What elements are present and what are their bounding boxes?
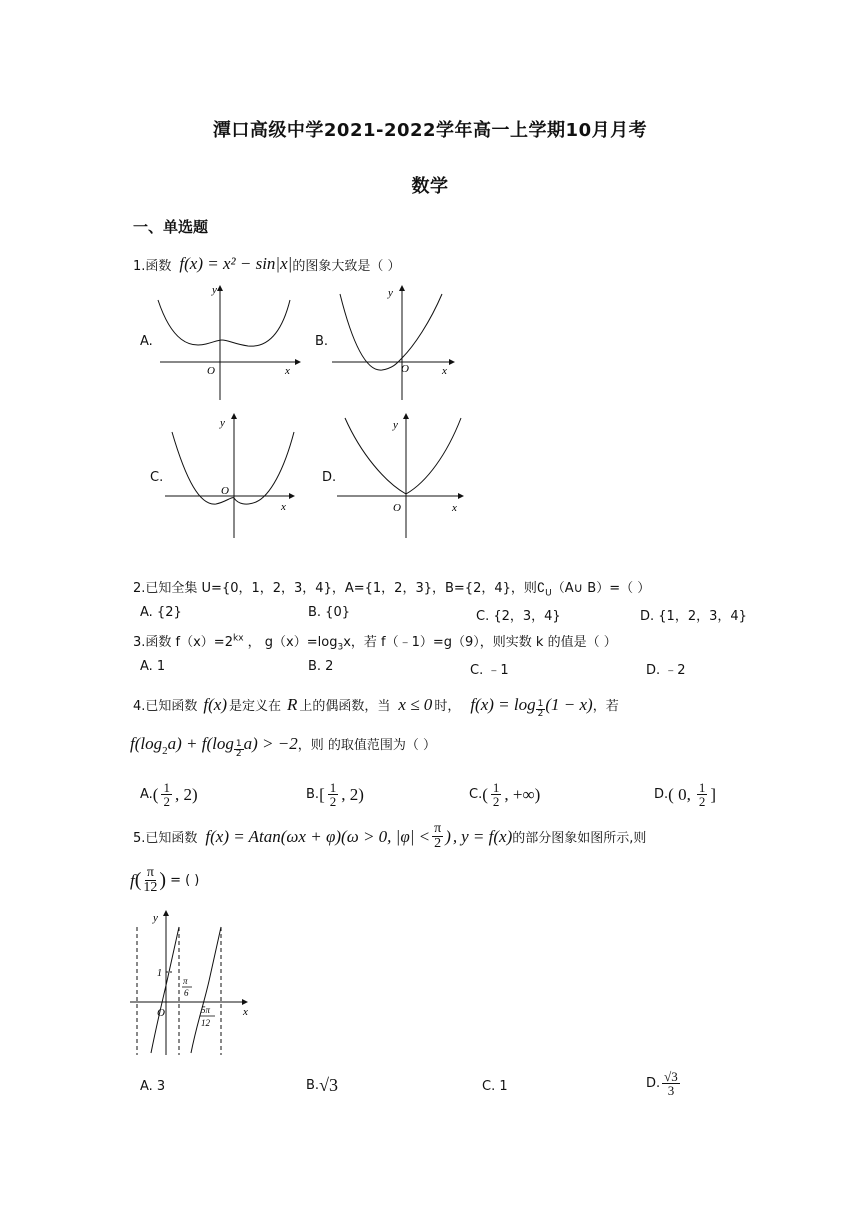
q5-option-d: [646, 1070, 680, 1097]
q3-stem-b: ， g（x）=log: [243, 635, 338, 650]
q2-option-c: C. {2，3，4}: [476, 609, 561, 624]
question-4-stem: [133, 690, 619, 719]
q4-mid1: 是定义在: [229, 699, 282, 714]
q4-def-rhs: (1 − x): [545, 694, 593, 714]
question-5-ask: f ( $\frac{\pi}{12}$ ) = ( ): [130, 865, 200, 895]
q4-mid4: ，若: [592, 699, 619, 714]
question-3-stem: [133, 631, 617, 653]
q2-stem: 2.已知全集 U={0，1，2，3，4}，A={1，2，3}，B={2，4}，则∁: [133, 581, 546, 596]
frac-den: 2: [537, 709, 544, 719]
q4-prefix: 4.已知函数: [133, 699, 198, 714]
x-label: x: [285, 365, 290, 377]
frac-den: 2: [163, 794, 170, 809]
half: [161, 781, 172, 808]
label: D.: [654, 787, 669, 802]
question-4-inequality: [130, 728, 436, 759]
frac-den: 2: [434, 836, 442, 851]
section-heading: 一、单选题: [133, 218, 209, 236]
label: C.: [469, 787, 483, 802]
q3-option-a: A. 1: [140, 659, 166, 674]
q4-option-b: [306, 781, 364, 808]
q1-graph-b: [330, 282, 460, 402]
q1-option-d-label: D.: [322, 470, 337, 485]
frac-num: 1: [537, 699, 544, 709]
q4-mid2: 上的偶函数，当: [299, 699, 391, 714]
q3-option-d: D. ﹣2: [646, 663, 686, 678]
frac-num: 1: [163, 780, 170, 795]
frac-den: 2: [235, 749, 242, 759]
q2-stem-end: （A∪ B）=（ ）: [551, 581, 651, 596]
frac-den: 2: [698, 794, 706, 809]
q5-prefix: 5.已知函数: [133, 831, 198, 846]
q2-option-a: A. {2}: [140, 605, 182, 620]
q4-mid3: 时，: [434, 699, 461, 714]
frac-num: 1: [492, 780, 500, 795]
x-label: x: [281, 501, 286, 513]
origin-label: O: [207, 365, 215, 377]
y-label: y: [393, 419, 398, 431]
q5-ask-eq: = ( ): [170, 873, 200, 888]
q1-option-c-label: C.: [150, 470, 164, 485]
q5-cond-close: ): [445, 826, 451, 846]
q4-option-d: [654, 781, 716, 808]
rest: , 2): [174, 784, 198, 804]
question-2-stem: [133, 577, 650, 599]
q2-option-d: D. {1，2，3，4}: [640, 609, 747, 624]
half: [328, 781, 339, 808]
q5-cond: (ω > 0, |φ| <: [341, 826, 431, 846]
q5-ask-frac: [141, 866, 159, 895]
q4-def-base: [536, 700, 546, 719]
one-label: 1: [157, 968, 162, 979]
q5-option-c: C. 1: [482, 1079, 508, 1094]
q2-sub: U: [545, 588, 552, 599]
pi-label: π: [183, 976, 188, 986]
frac-den: 3: [667, 1083, 675, 1098]
tan-branch: [191, 927, 221, 1053]
x-label: x: [243, 1006, 248, 1018]
origin-label: O: [221, 485, 229, 497]
frac-den: 2: [329, 794, 337, 809]
open: (: [482, 784, 488, 804]
q5-suffix: 的部分图象如图所示,则: [512, 831, 647, 846]
tan-branch: [151, 927, 179, 1053]
x-label: x: [442, 365, 447, 377]
q3-stem-c: x，若 f（﹣1）=g（9），则实数 k 的值是（ ）: [343, 635, 617, 650]
q4-cond: x ≤ 0: [398, 694, 433, 714]
q1-prefix: 1.函数: [133, 258, 172, 274]
q5-graph-ref: y = f(x): [461, 826, 513, 846]
q5-option-b: [306, 1075, 338, 1096]
frac-num: √3: [664, 1069, 678, 1084]
q5-ask-f: f: [130, 870, 135, 890]
open: (: [152, 784, 159, 804]
origin-label: O: [401, 363, 409, 375]
page-title: 潭口高级中学2021-2022学年高一上学期10月月考: [212, 120, 648, 141]
q3-stem-a: 3.函数 f（x）=2: [133, 635, 233, 650]
q4-option-a: [140, 781, 198, 808]
frac-num: π: [146, 865, 154, 880]
question-5-stem: [133, 822, 646, 851]
frac-num: π: [434, 821, 442, 836]
y-label: y: [388, 287, 393, 299]
q4-ineq-base: [234, 740, 244, 759]
q1-graph-a: [150, 282, 310, 402]
subject-title: 数学: [411, 176, 449, 197]
close: ]: [710, 784, 716, 804]
q3-sub: 3: [337, 642, 344, 653]
label: D.: [646, 1076, 661, 1091]
curve: [172, 432, 294, 504]
q4-R: R: [287, 694, 298, 714]
q5-pi-half: [432, 822, 443, 851]
y-label: y: [153, 912, 158, 924]
q4-sub2: 2: [162, 744, 168, 757]
q1-option-a-label: A.: [140, 334, 153, 349]
q1-option-b-label: B.: [315, 334, 329, 349]
q5-tan-graph: [125, 905, 260, 1060]
frac-den: 2: [492, 794, 500, 809]
frac-num: 1: [235, 739, 242, 749]
label: B.: [306, 1078, 320, 1093]
q1-formula: f(x) = x² − sin|x|: [179, 254, 293, 273]
value: √3: [319, 1075, 338, 1095]
x-label: x: [452, 502, 457, 514]
curve: [340, 294, 442, 370]
question-1-stem: [133, 254, 400, 274]
half: [491, 781, 502, 808]
rest: , 2): [341, 784, 364, 804]
origin-label: O: [157, 1007, 165, 1019]
frac-den: 12: [143, 880, 158, 895]
half: [697, 781, 708, 808]
q1-graph-d: [335, 410, 470, 540]
q1-suffix: 的图象大致是（ ）: [292, 258, 401, 274]
q3-option-c: C. ﹣1: [470, 663, 509, 678]
frac: [662, 1070, 680, 1097]
q4-ineq-a: f(log: [130, 733, 163, 753]
q4-ineq-c: a) > −2: [243, 733, 298, 753]
q4-def-lhs: f(x) = log: [470, 694, 536, 714]
q4-tail: ，则 的取值范围为（ ）: [297, 738, 436, 753]
q1-graph-c: [160, 410, 300, 540]
six-label: 6: [184, 988, 189, 998]
curve: [345, 418, 461, 494]
q5-formula: f(x) = Atan(ωx + φ): [205, 826, 342, 846]
frac-num: 1: [329, 780, 337, 795]
q4-option-c: [469, 781, 540, 808]
open: [: [319, 784, 325, 804]
origin-label: O: [393, 502, 401, 514]
rest: , +∞): [504, 784, 541, 804]
q4-ineq-b: a) + f(log: [167, 733, 234, 753]
q5-sep: ,: [452, 826, 458, 846]
five-pi-label: 5π: [201, 1005, 211, 1015]
q5-option-a: A. 3: [140, 1079, 166, 1094]
q4-fx: f(x): [203, 694, 227, 714]
y-label: y: [212, 284, 217, 296]
frac-num: 1: [698, 780, 706, 795]
twelve-label: 12: [201, 1018, 210, 1028]
q3-option-b: B. 2: [308, 659, 334, 674]
open: ( 0,: [668, 784, 691, 804]
q2-option-b: B. {0}: [308, 605, 350, 620]
y-label: y: [220, 417, 225, 429]
q3-sup: kx: [232, 633, 244, 644]
label: B.: [306, 787, 320, 802]
curve: [158, 300, 290, 346]
label: A.: [140, 787, 153, 802]
